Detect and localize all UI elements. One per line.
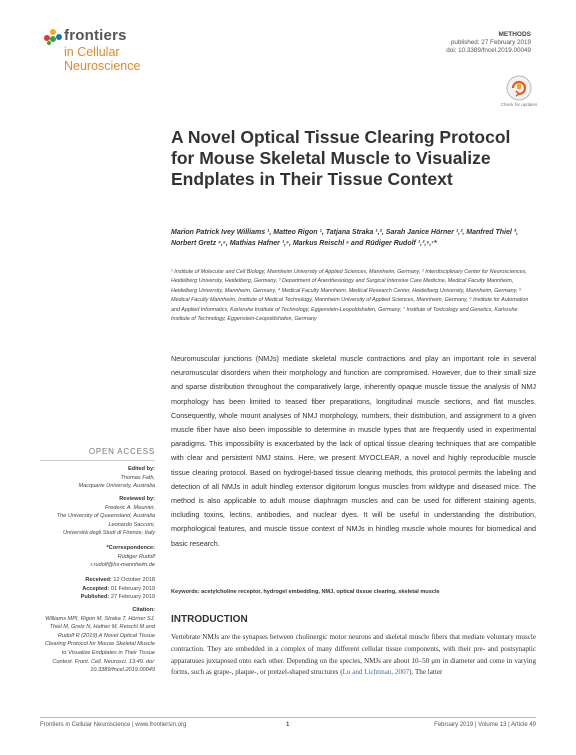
citation-link[interactable]: Lu and Lichtman, 2007: [342, 668, 410, 677]
published-label: Published:: [80, 594, 110, 601]
journal-name: in Cellular Neuroscience: [64, 45, 141, 73]
keywords-line: [171, 589, 536, 595]
check-updates-icon[interactable]: [506, 75, 532, 101]
reviewer-2-affiliation: Università degli Studi di Firenze, Italy: [62, 530, 155, 537]
page-number: 1: [286, 722, 290, 728]
article-type: METHODS: [498, 31, 531, 38]
published-date-side: 27 February 2019: [110, 594, 155, 601]
keywords-label: Keywords:: [171, 589, 200, 595]
edited-by-label: Edited by:: [127, 466, 155, 472]
journal-logo[interactable]: [44, 27, 194, 73]
abstract: Neuromuscular junctions (NMJs) mediate skeletal muscle contractions and play an important role in several neuromuscular disorders when their morphology and function are compromised. However, due to their small size and sparse distribution throughout the comparatively large, inherently opaque muscle tissue the analysis of NMJ morphology has been limited to teased fiber preparations, longitudinal muscle sections, and flat muscles. Consequently, whole mount analyses of NMJ morphology, numbers, their distribution, and assignment to a given muscle fiber have also been impossible to determine in muscle types that are frequently used in experimental paradigms. This impossibility is exacerbated by the lack of optical tissue clearing techniques that are compatible with clear and persistent NMJ stains. Here, we present MYOCLEAR, a novel and highly reproducible muscle tissue clearing protocol. Based on hydrogel-based tissue clearing methods, this protocol permits the labeling and detection of all NMJs in adult hindleg extensor digitorum longus muscles from wildtype and diseased mice. The method is also applicable to adult mouse diaphragm muscles and can be used for different staining agents, including toxins, lectins, antibodies, and nuclear dyes. It will be useful in understanding the distribution, morphological features, and muscle tissue context of NMJs in hindleg muscle whole mounts for biomedical and basic research.: [171, 354, 536, 548]
citation-block: [40, 606, 155, 675]
intro-tail: ). The latter: [409, 668, 443, 677]
dates-block: [40, 576, 155, 602]
edited-by-block: [40, 465, 155, 491]
accepted-label: Accepted:: [82, 585, 110, 592]
frontiers-logo-icon: [44, 29, 62, 47]
correspondence-block: [40, 544, 155, 570]
citation-label: Citation:: [132, 607, 155, 613]
reviewer-2-name: Leonardo Sacconi,: [108, 521, 155, 528]
received-date: 12 October 2018: [113, 577, 155, 583]
brand-name: frontiers: [64, 27, 127, 44]
published-date: published: 27 February 2019: [450, 39, 531, 46]
footer-journal-link[interactable]: Frontiers in Cellular Neuroscience | www.frontiersin.org: [40, 722, 187, 728]
doi[interactable]: doi: 10.3389/fncel.2019.00049: [446, 47, 531, 54]
footer-volume: February 2019 | Volume 13 | Article 49: [434, 722, 536, 728]
editor-name: Thomas Fath,: [120, 474, 155, 481]
article-title: A Novel Optical Tissue Clearing Protocol for Mouse Skeletal Muscle to Visualize Endplates in Their Tissue Context: [171, 127, 511, 189]
correspondence-label: *Correspondence:: [106, 545, 155, 551]
affiliations: ¹ Institute of Molecular and Cell Biology, Mannheim University of Applied Sciences, Mannheim, Germany, ² Interdisciplinary Center for Neurosciences, Heidelberg University, Heidelberg, Germany, ³ Department of Anesthesiology and Surgical Intensive Care Medicine, Medical Faculty Mannheim, Heidelberg University, Mannheim, Germany, ⁴ Medical Faculty Mannheim, Medical Research Center, Heidelberg University, Mannheim, Germany, ⁵ Medical Faculty Mannheim, Institute of Medical Technology, Mannheim University of Applied Sciences, Mannheim, Germany, ⁶ Institute for Automation and Applied Informatics, Karlsruhe Institute of Technology, Eggenstein-Leopoldshafen, Germany, ⁷ Institute of Toxicology and Genetics, Karlsruhe Institute of Technology, Eggenstein-Leopoldshafen, Germany: [171, 269, 529, 323]
author-list[interactable]: Marion Patrick Ivey Williams ¹, Matteo Rigon ¹, Tatjana Straka ¹,², Sarah Janice Hörner ¹,², Manfred Thiel ³, Norbert Gretz ⁴,⁵, Mathias Hafner ¹,⁶, Markus Reischl ⁶ and Rüdiger Rudolf ¹,²,⁶,⁷*: [171, 229, 519, 247]
open-access-label: OPEN ACCESS: [88, 447, 155, 456]
sidebar-divider: [40, 460, 155, 461]
correspondence-email[interactable]: r.rudolf@hs-mannheim.de: [90, 562, 155, 569]
check-updates-label: Check for updates: [500, 102, 538, 107]
correspondence-name: Rüdiger Rudolf: [117, 553, 155, 560]
article-meta: [446, 31, 531, 55]
section-heading-introduction: INTRODUCTION: [171, 614, 248, 625]
reviewed-by-block: [40, 495, 155, 538]
editor-affiliation: Macquarie University, Australia: [78, 483, 155, 490]
introduction-text: [171, 632, 536, 679]
citation-text: Williams MPI, Rigon M, Straka T, Hörner SJ, Thiel M, Gretz N, Hafner M, Reischl M and Rudolf R (2019) A Novel Optical Tissue Clearing Protocol for Mouse Skeletal Muscle to Visualize Endplates in Their Tissue Context. Front. Cell. Neurosci. 13:49. doi: 10.3389/fncel.2019.00049: [44, 615, 155, 674]
reviewer-1-name: Frederic A. Meunier,: [104, 504, 155, 511]
page-footer: [40, 717, 536, 728]
accepted-date: 01 February 2019: [110, 585, 155, 592]
reviewer-1-affiliation: The University of Queensland, Australia: [56, 513, 155, 520]
keywords-list: acetylcholine receptor, hydrogel embedding, NMJ, optical tissue clearing, skeletal muscle: [201, 589, 440, 595]
reviewed-by-label: Reviewed by:: [119, 496, 155, 502]
intro-body: Vertebrate NMJs are the synapses between cholinergic motor neurons and skeletal muscle fibers that mediate voluntary muscle contraction. They are embedded in a complex of many different cellular tissue components, with their pre- and postsynaptic apparatuses juxtaposed onto each other. Depending on the species, NMJs are about 10–50 μm in diameter and come in varying forms, such as grape-, plaque-, or pretzel-shaped structures (: [171, 633, 536, 677]
received-label: Received:: [85, 577, 112, 583]
